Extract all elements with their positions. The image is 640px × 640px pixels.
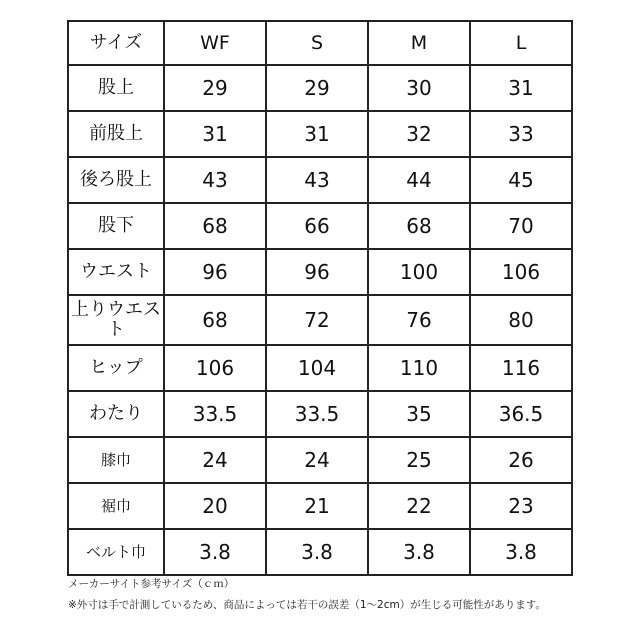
table-cell: 31 — [164, 111, 266, 157]
table-cell: 3.8 — [164, 529, 266, 575]
table-cell: 70 — [470, 203, 572, 249]
table-row — [68, 529, 572, 575]
source-note: メーカーサイト参考サイズ（ｃｍ） — [68, 578, 235, 590]
table-cell: 96 — [266, 249, 368, 295]
row-label: 膝巾 — [68, 437, 164, 483]
table-cell: 106 — [470, 249, 572, 295]
header-size-label: サイズ — [68, 21, 164, 65]
table-row — [68, 65, 572, 111]
table-cell: 104 — [266, 345, 368, 391]
header-size-s: S — [266, 21, 368, 65]
table-cell: 26 — [470, 437, 572, 483]
table-cell: 24 — [164, 437, 266, 483]
table-cell: 36.5 — [470, 391, 572, 437]
table-cell: 33.5 — [164, 391, 266, 437]
row-label: 裾巾 — [68, 483, 164, 529]
table-cell: 116 — [470, 345, 572, 391]
table-cell: 43 — [266, 157, 368, 203]
table-row — [68, 249, 572, 295]
table-cell: 25 — [368, 437, 470, 483]
table-cell: 72 — [266, 295, 368, 345]
table-row — [68, 345, 572, 391]
table-row — [68, 111, 572, 157]
table-row — [68, 203, 572, 249]
table-cell: 33 — [470, 111, 572, 157]
table-cell: 68 — [164, 295, 266, 345]
table-row — [68, 157, 572, 203]
table-cell: 80 — [470, 295, 572, 345]
header-size-l: L — [470, 21, 572, 65]
table-cell: 66 — [266, 203, 368, 249]
table-header-row — [68, 21, 572, 65]
notes-section — [68, 574, 546, 616]
table-cell: 32 — [368, 111, 470, 157]
table-row — [68, 295, 572, 345]
row-label: ベルト巾 — [68, 529, 164, 575]
header-size-wf: WF — [164, 21, 266, 65]
table-cell: 24 — [266, 437, 368, 483]
table-cell: 22 — [368, 483, 470, 529]
row-label: 股上 — [68, 65, 164, 111]
table-cell: 21 — [266, 483, 368, 529]
table-cell: 33.5 — [266, 391, 368, 437]
header-size-m: M — [368, 21, 470, 65]
table-cell: 35 — [368, 391, 470, 437]
table-cell: 30 — [368, 65, 470, 111]
row-label: ヒップ — [68, 345, 164, 391]
table-cell: 44 — [368, 157, 470, 203]
row-label: ウエスト — [68, 249, 164, 295]
table-cell: 45 — [470, 157, 572, 203]
table-cell: 68 — [164, 203, 266, 249]
table-cell: 110 — [368, 345, 470, 391]
table-cell: 43 — [164, 157, 266, 203]
table-cell: 3.8 — [368, 529, 470, 575]
table-cell: 3.8 — [470, 529, 572, 575]
size-chart-table — [67, 20, 573, 576]
row-label: 前股上 — [68, 111, 164, 157]
table-cell: 100 — [368, 249, 470, 295]
table-row — [68, 483, 572, 529]
table-cell: 76 — [368, 295, 470, 345]
table-cell: 29 — [164, 65, 266, 111]
table-cell: 29 — [266, 65, 368, 111]
table-cell: 20 — [164, 483, 266, 529]
row-label: わたり — [68, 391, 164, 437]
table-cell: 23 — [470, 483, 572, 529]
row-label: 上りウエスト — [68, 295, 164, 345]
table-cell: 3.8 — [266, 529, 368, 575]
table-cell: 106 — [164, 345, 266, 391]
table-cell: 31 — [470, 65, 572, 111]
table-cell: 68 — [368, 203, 470, 249]
table-cell: 96 — [164, 249, 266, 295]
disclaimer-note: ※外寸は手で計測しているため、商品によっては若干の誤差（1〜2cm）が生じる可能性があります。 — [68, 599, 546, 611]
table-row — [68, 391, 572, 437]
row-label: 後ろ股上 — [68, 157, 164, 203]
row-label: 股下 — [68, 203, 164, 249]
table-cell: 31 — [266, 111, 368, 157]
table-row — [68, 437, 572, 483]
